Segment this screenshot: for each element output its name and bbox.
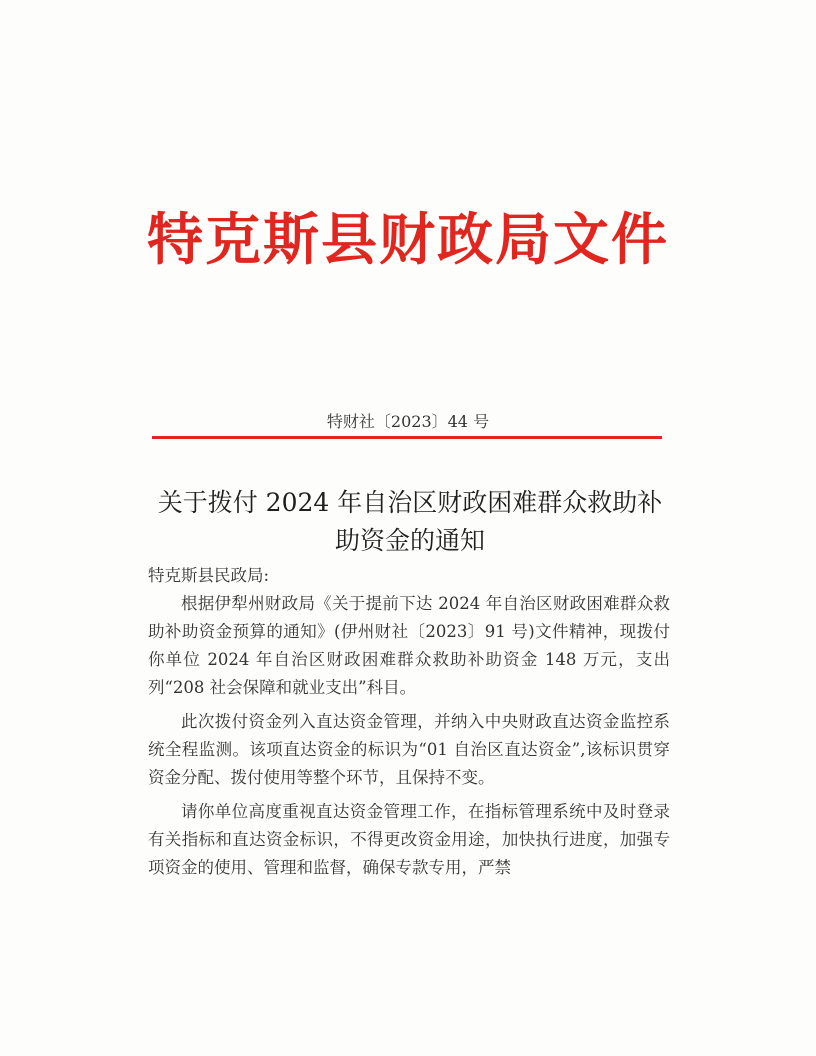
red-divider-line: [152, 436, 662, 439]
notice-title-line-2: 助资金的通知: [334, 526, 485, 555]
paragraph-1: 根据伊犁州财政局《关于提前下达 2024 年自治区财政困难群众救助补助资金预算的通知》(伊州财社〔2023〕91 号)文件精神，现拨付你单位 2024 年自治区财政困难群众救助补助资金 148 万元，支出列“208 社会保障和就业支出”科目。: [148, 594, 670, 697]
recipient-line: 特克斯县民政局:: [148, 566, 270, 585]
notice-body: [148, 562, 670, 888]
paragraph-3: 请你单位高度重视直达资金管理工作，在指标管理系统中及时登录有关指标和直达资金标识，不得更改资金用途，加快执行进度，加强专项资金的使用、管理和监督，确保专款专用，严禁: [148, 802, 670, 877]
notice-title: [140, 484, 680, 560]
paragraph-2: 此次拨付资金列入直达资金管理，并纳入中央财政直达资金监控系统全程监测。该项直达资金的标识为“01 自治区直达资金”,该标识贯穿资金分配、拨付使用等整个环节，且保持不变。: [148, 712, 670, 787]
notice-title-line-1: 关于拨付 2024 年自治区财政困难群众救助补: [157, 488, 663, 517]
issuer-header-title: 特克斯县财政局文件: [147, 207, 669, 273]
document-number: 特财社〔2023〕44 号: [326, 412, 490, 431]
